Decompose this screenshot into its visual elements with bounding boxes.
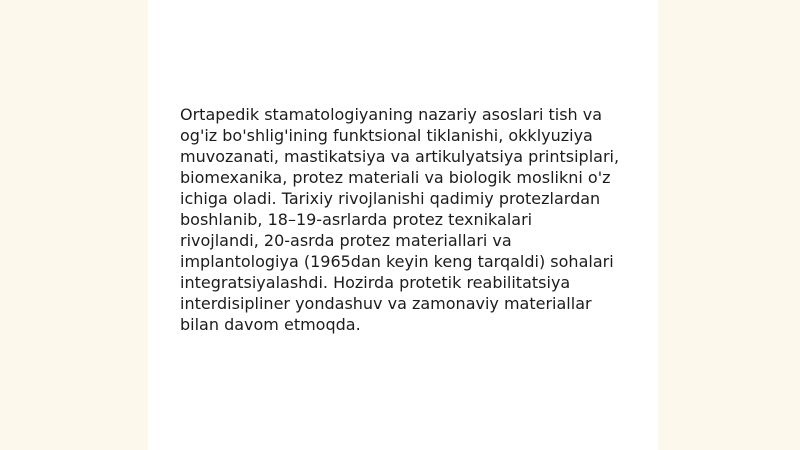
body-paragraph: Ortapedik stamatologiyaning nazariy asoslari tish va og'iz bo'shlig'ining funktsional tiklanishi, okklyuziya muvozanati, mastikatsiya va artikulyatsiya printsiplari, biomexanika, protez materiali va biologik moslikni o'z ichiga oladi. Tarixiy rivojlanishi qadimiy protezlardan boshlanib, 18–19-asrlarda protez texnikalari rivojlandi, 20-asrda protez materiallari va implantologiya (1965dan keyin keng tarqaldi) sohalari integratsiyalashdi. Hozirda protetik reabilitatsiya interdisipliner yondashuv va zamonaviy materiallar bilan davom etmoqda.: [180, 105, 620, 334]
document-page: [148, 0, 658, 450]
